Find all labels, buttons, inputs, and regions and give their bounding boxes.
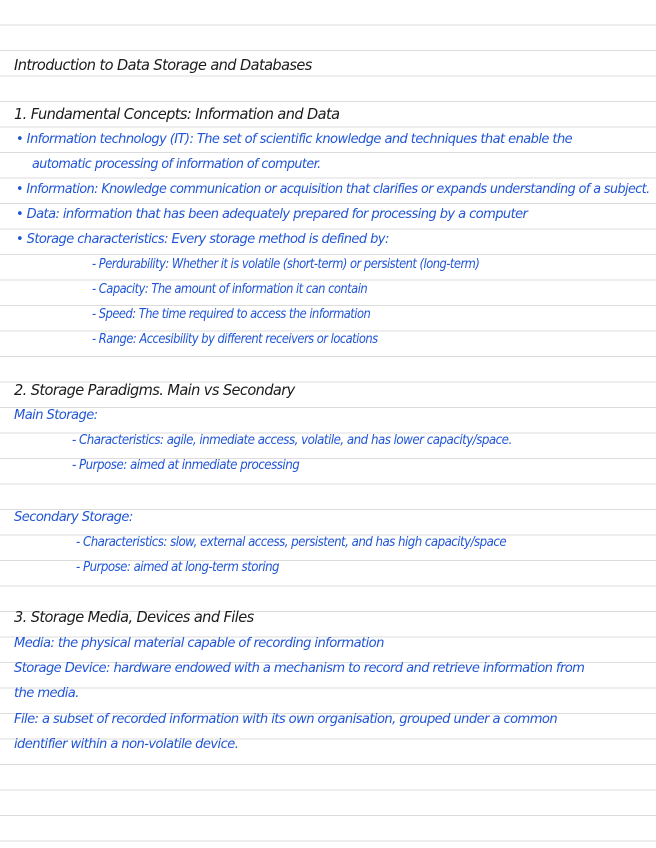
note-line: - Capacity: The amount of information it can contain [92, 281, 368, 297]
note-line: - Speed: The time required to access the information [92, 306, 371, 322]
note-line: automatic processing of information of computer. [32, 156, 321, 172]
note-line: - Purpose: aimed at long-term storing [76, 559, 280, 575]
note-line: Main Storage: [14, 407, 98, 423]
section-heading-2: 2. Storage Paradigms. Main vs Secondary [14, 381, 295, 399]
note-line: • Data: information that has been adequately prepared for processing by a computer [16, 206, 528, 222]
note-line: identifier within a non-volatile device. [14, 736, 239, 752]
note-line: • Information: Knowledge communication or acquisition that clarifies or expands understanding of a subject. [16, 181, 650, 197]
page-title: Introduction to Data Storage and Databases [14, 56, 312, 74]
note-line: Media: the physical material capable of recording information [14, 635, 384, 651]
note-line: Secondary Storage: [14, 509, 133, 525]
section-heading-3: 3. Storage Media, Devices and Files [14, 608, 254, 626]
note-line: - Characteristics: agile, inmediate access, volatile, and has lower capacity/space. [72, 432, 512, 448]
note-line: Storage Device: hardware endowed with a mechanism to record and retrieve information from [14, 660, 585, 676]
note-line: - Characteristics: slow, external access, persistent, and has high capacity/space [76, 534, 507, 550]
note-line: the media. [14, 685, 79, 701]
note-line: - Perdurability: Whether it is volatile (short-term) or persistent (long-term) [92, 256, 480, 272]
note-line: File: a subset of recorded information with its own organisation, grouped under a common [14, 711, 558, 727]
note-line: • Storage characteristics: Every storage method is defined by: [16, 231, 389, 247]
note-line: • Information technology (IT): The set of scientific knowledge and techniques that enable the [16, 131, 573, 147]
note-line: - Purpose: aimed at inmediate processing [72, 457, 300, 473]
section-heading-1: 1. Fundamental Concepts: Information and Data [14, 105, 340, 123]
note-line: - Range: Accesibility by different receivers or locations [92, 331, 378, 347]
